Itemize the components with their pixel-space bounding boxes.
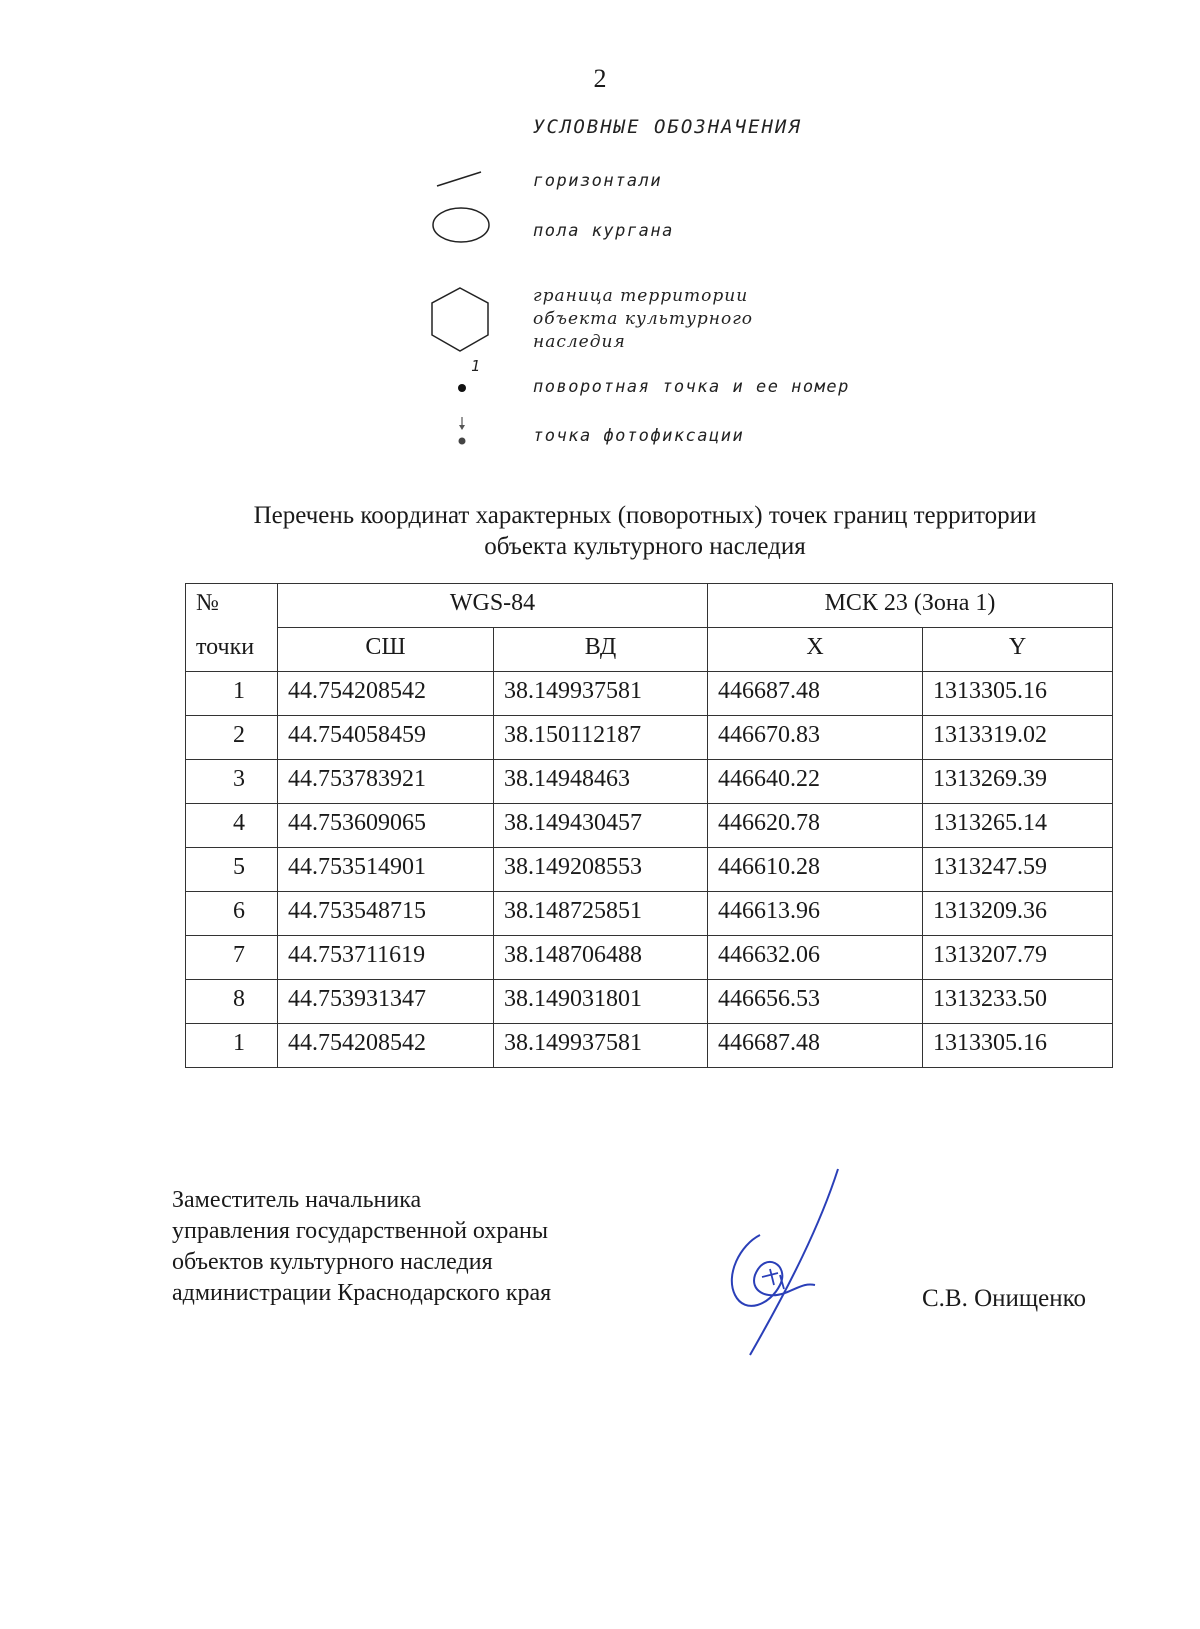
- cell-latitude: 44.753783921: [278, 760, 494, 804]
- header-longitude: ВД: [494, 628, 708, 672]
- cell-point-number: 1: [186, 672, 278, 716]
- cell-y: 1313305.16: [923, 672, 1113, 716]
- table-row: [186, 936, 1113, 980]
- cell-y: 1313207.79: [923, 936, 1113, 980]
- coords-title-line-2: объекта культурного наследия: [484, 533, 806, 560]
- legend-title: УСЛОВНЫЕ ОБОЗНАЧЕНИЯ: [533, 116, 802, 138]
- cell-y: 1313269.39: [923, 760, 1113, 804]
- cell-longitude: 38.150112187: [494, 716, 708, 760]
- cell-longitude: 38.149208553: [494, 848, 708, 892]
- cell-x: 446620.78: [708, 804, 923, 848]
- signer-name: С.В. Онищенко: [922, 1285, 1087, 1312]
- turning-point-number: 1: [471, 357, 481, 375]
- cell-x: 446656.53: [708, 980, 923, 1024]
- legend-label-turning-point: поворотная точка и ее номер: [533, 377, 850, 397]
- cell-longitude: 38.149430457: [494, 804, 708, 848]
- cell-x: 446610.28: [708, 848, 923, 892]
- header-point-number-line-1: №: [186, 584, 278, 628]
- table-row: [186, 848, 1113, 892]
- cell-x: 446687.48: [708, 1024, 923, 1068]
- cell-y: 1313247.59: [923, 848, 1113, 892]
- legend-boundary-line-3: наследия: [533, 332, 626, 352]
- page-number: 2: [593, 64, 607, 93]
- ellipse-icon: [430, 205, 492, 245]
- signer-line-3: объектов культурного наследия: [172, 1249, 493, 1275]
- table-row: [186, 716, 1113, 760]
- cell-point-number: 8: [186, 980, 278, 1024]
- cell-latitude: 44.753609065: [278, 804, 494, 848]
- cell-point-number: 5: [186, 848, 278, 892]
- legend-boundary-line-1: граница территории: [533, 286, 749, 306]
- turning-point-icon: [455, 381, 469, 395]
- header-x: X: [708, 628, 923, 672]
- cell-longitude: 38.149937581: [494, 672, 708, 716]
- header-latitude: СШ: [278, 628, 494, 672]
- cell-longitude: 38.149031801: [494, 980, 708, 1024]
- cell-x: 446613.96: [708, 892, 923, 936]
- legend-label-contours: горизонтали: [533, 171, 663, 191]
- cell-x: 446632.06: [708, 936, 923, 980]
- header-point-number-line-2: точки: [186, 628, 278, 672]
- cell-longitude: 38.148725851: [494, 892, 708, 936]
- cell-x: 446640.22: [708, 760, 923, 804]
- cell-longitude: 38.148706488: [494, 936, 708, 980]
- header-y: Y: [923, 628, 1113, 672]
- signer-position: [172, 1185, 551, 1309]
- coords-title: [0, 500, 1200, 562]
- table-row: [186, 760, 1113, 804]
- header-wgs84: WGS-84: [278, 584, 708, 628]
- header-msk23: МСК 23 (Зона 1): [708, 584, 1113, 628]
- signer-line-2: управления государственной охраны: [172, 1218, 548, 1244]
- table-header-row-1: [186, 584, 1113, 628]
- signer-line-1: Заместитель начальника: [172, 1187, 422, 1213]
- cell-longitude: 38.14948463: [494, 760, 708, 804]
- cell-point-number: 3: [186, 760, 278, 804]
- cell-latitude: 44.753514901: [278, 848, 494, 892]
- cell-x: 446670.83: [708, 716, 923, 760]
- table-header-row-2: [186, 628, 1113, 672]
- cell-latitude: 44.754208542: [278, 672, 494, 716]
- photo-point-icon: [455, 415, 469, 449]
- cell-latitude: 44.754208542: [278, 1024, 494, 1068]
- coordinates-table-body: [186, 672, 1113, 1068]
- cell-point-number: 4: [186, 804, 278, 848]
- table-row: [186, 980, 1113, 1024]
- cell-latitude: 44.754058459: [278, 716, 494, 760]
- coordinates-table: [185, 583, 1113, 1068]
- table-row: [186, 892, 1113, 936]
- cell-point-number: 7: [186, 936, 278, 980]
- cell-y: 1313305.16: [923, 1024, 1113, 1068]
- cell-y: 1313209.36: [923, 892, 1113, 936]
- cell-point-number: 1: [186, 1024, 278, 1068]
- legend-label-photo-point: точка фотофиксации: [533, 426, 745, 446]
- handwritten-signature: [720, 1165, 860, 1365]
- cell-latitude: 44.753931347: [278, 980, 494, 1024]
- cell-latitude: 44.753548715: [278, 892, 494, 936]
- table-row: [186, 672, 1113, 716]
- cell-y: 1313319.02: [923, 716, 1113, 760]
- cell-latitude: 44.753711619: [278, 936, 494, 980]
- legend-boundary-line-2: объекта культурного: [533, 309, 754, 329]
- signer-line-4: администрации Краснодарского края: [172, 1280, 552, 1306]
- cell-y: 1313233.50: [923, 980, 1113, 1024]
- coords-title-line-1: Перечень координат характерных (поворотных) точек границ территории: [253, 502, 1037, 529]
- hexagon-icon: [428, 285, 492, 355]
- cell-x: 446687.48: [708, 672, 923, 716]
- cell-point-number: 6: [186, 892, 278, 936]
- table-row: [186, 1024, 1113, 1068]
- cell-y: 1313265.14: [923, 804, 1113, 848]
- legend-label-boundary: [533, 285, 753, 354]
- cell-point-number: 2: [186, 716, 278, 760]
- legend-label-mound-floor: пола кургана: [533, 221, 674, 241]
- table-row: [186, 804, 1113, 848]
- cell-longitude: 38.149937581: [494, 1024, 708, 1068]
- contour-line-icon: [435, 168, 485, 190]
